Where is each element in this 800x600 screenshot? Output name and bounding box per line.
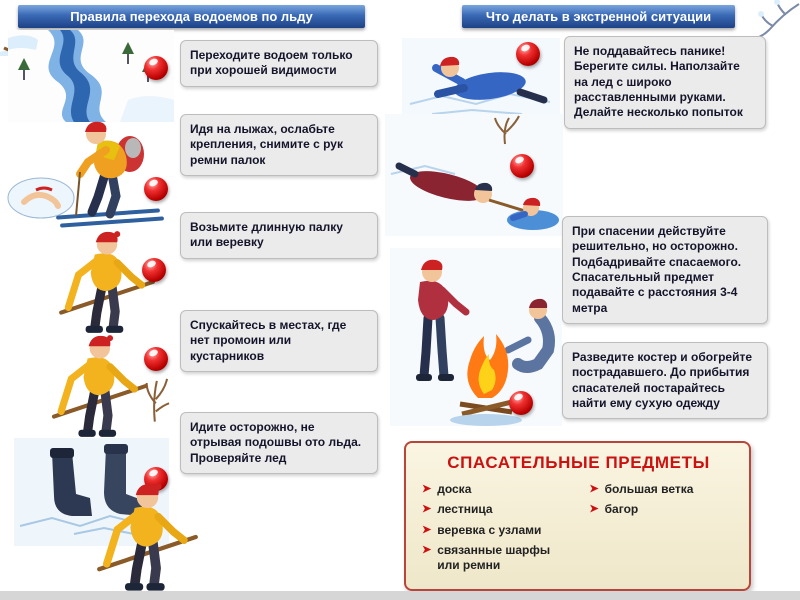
red-bullet-ball	[509, 391, 533, 415]
rescue-item-label: веревка с узлами	[437, 522, 542, 537]
rescue-item	[589, 502, 735, 516]
person-with-pole-illustration	[52, 226, 162, 338]
red-bullet-ball	[510, 154, 534, 178]
rule-text-box: При спасении действуйте решительно, но осторожно. Подбадривайте спасаемого. Спасательный предмет подавайте с расстояния 3-4 метра	[562, 216, 768, 324]
arrow-bullet-icon: ➤	[422, 483, 432, 495]
arrow-bullet-icon: ➤	[422, 523, 432, 536]
rescue-item-label: доска	[437, 482, 472, 496]
rescue-item	[422, 523, 589, 537]
arrow-bullet-icon: ➤	[589, 483, 599, 495]
rule-text-box: Возьмите длинную палку или веревку	[180, 212, 378, 259]
rule-text-box: Разведите костер и обогрейте пострадавшего. До прибытия спасателей постарайтесь найти ему сухую одежду	[562, 342, 768, 419]
binding-strap-detail-inset	[6, 176, 76, 221]
walker-with-pole-illustration	[90, 478, 205, 596]
rescue-item	[422, 543, 589, 572]
arrow-bullet-icon: ➤	[589, 503, 599, 516]
red-bullet-ball	[142, 258, 166, 282]
red-bullet-ball	[144, 56, 168, 80]
rule-text-box: Переходите водоем только при хорошей видимости	[180, 40, 378, 87]
rule-text-box: Идите осторожно, не отрывая подошвы ото льда. Проверяйте лед	[180, 412, 378, 474]
rescue-items-column-2	[589, 482, 735, 578]
rescue-item	[422, 482, 589, 496]
arrow-bullet-icon: ➤	[422, 544, 432, 557]
rescue-item-label: большая ветка	[604, 482, 694, 496]
rescue-items-columns	[422, 482, 735, 578]
rescue-item-label: связанные шарфы или ремни	[437, 543, 551, 572]
rescue-item-label: лестница	[437, 502, 493, 517]
rescue-items-column-1	[422, 482, 589, 578]
rule-text-box: Не поддавайтесь панике! Берегите силы. Наползайте на лед с широко расставленными руками. Делайте несколько попыток	[564, 36, 766, 129]
rule-text-box: Идя на лыжах, ослабьте крепления, снимите с рук ремни палок	[180, 114, 378, 176]
red-bullet-ball	[516, 42, 540, 66]
rescue-items-title: СПАСАТЕЛЬНЫЕ ПРЕДМЕТЫ	[447, 453, 710, 472]
rescue-items-panel	[404, 441, 751, 591]
red-bullet-ball	[144, 347, 168, 371]
right-column-header: Что делать в экстренной ситуации	[462, 5, 735, 28]
rescue-item	[589, 482, 735, 496]
campfire-scene-illustration	[390, 248, 562, 426]
rescue-item-label: багор	[604, 502, 639, 517]
left-column-header: Правила перехода водоемов по льду	[18, 5, 365, 28]
bottom-border-strip	[0, 591, 800, 600]
rule-text-box: Спускайтесь в местах, где нет промоин или кустарников	[180, 310, 378, 372]
arrow-bullet-icon: ➤	[422, 503, 432, 516]
red-bullet-ball	[144, 177, 168, 201]
rescue-item	[422, 502, 589, 516]
rescue-scene-illustration	[385, 114, 563, 236]
